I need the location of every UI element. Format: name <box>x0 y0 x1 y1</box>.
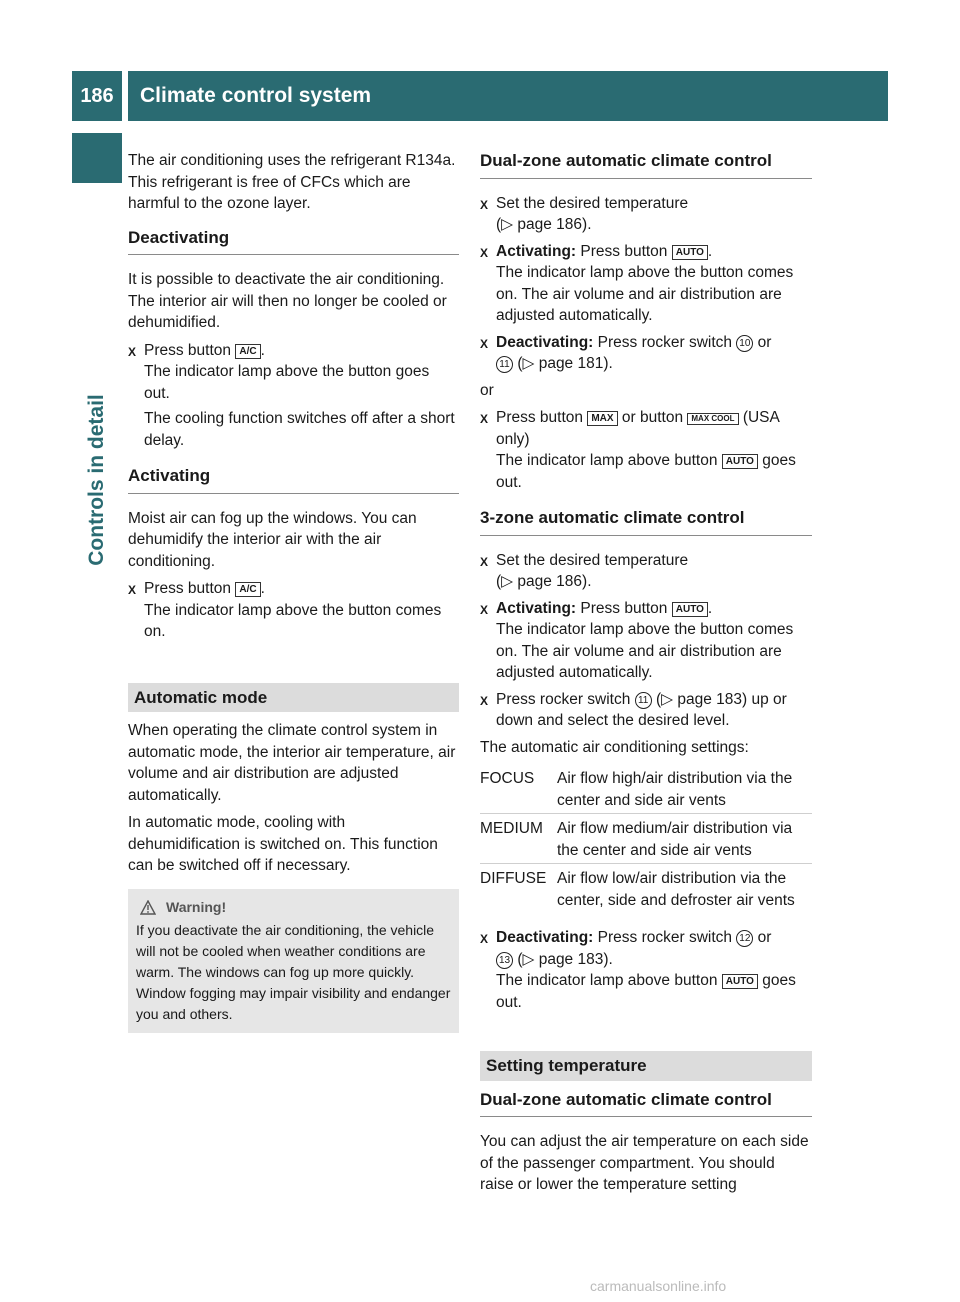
warning-title: Warning! <box>166 898 227 915</box>
step-marker-icon: X <box>480 245 489 260</box>
step-result: goes out. <box>496 452 796 491</box>
step-marker-icon: X <box>128 344 137 359</box>
max-cool-button-icon: MAX COOL <box>687 413 738 425</box>
dual-step-deactivating <box>480 332 812 375</box>
step-marker-icon: X <box>480 693 489 708</box>
step-text: . <box>707 242 713 260</box>
setting-name: FOCUS <box>480 770 535 787</box>
step-text: Press button <box>580 242 668 260</box>
ac-button-icon: A/C <box>235 344 260 359</box>
step-text: . <box>707 599 713 617</box>
step-text: or <box>757 929 772 946</box>
step-marker-icon: X <box>480 932 489 946</box>
step-result: The indicator lamp above the button comes on. The air volume and air distribution are adjusted automatically. <box>496 621 794 681</box>
dual-step-activating <box>480 241 812 327</box>
band-title: Automatic mode <box>134 687 268 707</box>
auto-button-icon: AUTO <box>722 974 758 989</box>
activating-paragraph: Moist air can fog up the windows. You can dehumidify the interior air with the air conditioning. <box>128 509 417 570</box>
table-row <box>480 764 812 814</box>
rocker-switch-13-icon: 13 <box>496 952 513 969</box>
rocker-switch-11-icon: 11 <box>496 356 513 373</box>
watermark-footer: carmanualsonline.info <box>590 1278 727 1294</box>
step-text: (USA only) <box>496 409 779 448</box>
step-text: Press rocker switch <box>597 333 733 351</box>
max-defrost-button-icon: MAX <box>587 411 617 426</box>
step-text: Press rocker switch <box>496 690 631 708</box>
warning-triangle-icon <box>140 900 156 915</box>
activating-heading: Activating <box>128 465 459 494</box>
step-text: . <box>260 341 265 359</box>
step-text: Set the desired temperature <box>496 551 689 569</box>
rocker-switch-11-icon: 11 <box>635 692 652 709</box>
step-text: or <box>757 333 772 351</box>
intro-paragraph: The air conditioning uses the refrigerant R134a. This refrigerant is free of CFCs which are harmful to the ozone layer. <box>128 152 456 212</box>
step-label: Activating: <box>496 242 577 260</box>
step-text: Press button <box>496 409 584 426</box>
step-text: . <box>260 580 265 597</box>
setting-temperature-band <box>480 1051 812 1081</box>
side-tab-label: Controls in detail <box>85 394 108 566</box>
step-result: The indicator lamp above the button comes on. The air volume and air distribution are adjusted automatically. <box>496 264 794 324</box>
step-result: The indicator lamp above button <box>496 452 718 469</box>
settings-table <box>480 764 812 913</box>
step-text: (▷ page 183) up or down and select the desired level. <box>496 690 787 729</box>
right-column <box>480 150 812 1202</box>
step-text: Press rocker switch <box>597 929 733 946</box>
step-marker-icon: X <box>480 554 489 569</box>
setting-name: MEDIUM <box>480 820 543 837</box>
warning-box <box>128 889 459 1033</box>
automatic-paragraph-1: When operating the climate control system in automatic mode, the interior air temperature, air volume and air distribution are adjusted automatically. <box>128 722 456 804</box>
step-text: Set the desired temperature <box>496 194 689 212</box>
table-row <box>480 814 812 864</box>
step-result: The cooling function switches off after a short delay. <box>144 410 455 449</box>
step-marker-icon: X <box>480 602 489 617</box>
setting-temp-dual-heading: Dual-zone automatic climate control <box>480 1089 812 1118</box>
step-result: The indicator lamp above the button goes out. <box>144 363 430 402</box>
deactivating-heading: Deactivating <box>128 227 459 256</box>
three-step-activating <box>480 598 812 684</box>
step-marker-icon: X <box>128 583 137 597</box>
ac-button-icon: A/C <box>235 582 260 597</box>
step-text: Press button <box>580 599 668 617</box>
warning-header <box>136 897 451 918</box>
step-result: goes out. <box>496 972 796 1011</box>
deactivating-step <box>128 340 459 452</box>
setting-description: Air flow high/air distribution via the center and side air vents <box>557 770 793 809</box>
three-step-deactivating <box>480 927 812 1013</box>
rocker-switch-10-icon: 10 <box>736 335 753 352</box>
auto-button-icon: AUTO <box>722 454 758 469</box>
page-reference: (▷ page 186). <box>496 216 592 233</box>
three-zone-heading: 3-zone automatic climate control <box>480 507 812 536</box>
setting-name: DIFFUSE <box>480 870 547 887</box>
page-title: Climate control system <box>128 71 888 121</box>
step-label: Deactivating: <box>496 929 594 946</box>
step-result: The indicator lamp above button <box>496 972 718 989</box>
auto-button-icon: AUTO <box>672 602 708 617</box>
auto-button-icon: AUTO <box>672 245 708 260</box>
or-text: or <box>480 381 494 399</box>
step-marker-icon: X <box>480 412 489 426</box>
step-label: Deactivating: <box>496 333 594 351</box>
dual-step-max <box>480 407 812 493</box>
activating-step <box>128 578 459 643</box>
page-reference: (▷ page 186). <box>496 573 592 590</box>
step-label: Activating: <box>496 599 577 617</box>
step-marker-icon: X <box>480 197 489 212</box>
settings-intro: The automatic air conditioning settings: <box>480 738 749 756</box>
setting-description: Air flow low/air distribution via the center, side and defroster air vents <box>557 870 795 909</box>
page-reference: (▷ page 181). <box>517 355 613 372</box>
rocker-switch-12-icon: 12 <box>736 930 753 947</box>
step-result: The indicator lamp above the button comes on. <box>144 601 442 640</box>
step-text: Press button <box>144 341 232 359</box>
deactivating-paragraph: It is possible to deactivate the air conditioning. The interior air will then no longer be cooled or dehumidified. <box>128 271 447 331</box>
step-text: or button <box>621 409 684 426</box>
setting-temp-paragraph: You can adjust the air temperature on each side of the passenger compartment. You should raise or lower the temperature setting <box>480 1133 809 1193</box>
automatic-paragraph-2: In automatic mode, cooling with dehumidification is switched on. This function can be switched off if necessary. <box>128 814 438 874</box>
automatic-mode-band <box>128 683 459 713</box>
side-tab-block <box>72 133 122 183</box>
step-text: Press button <box>144 580 232 597</box>
left-column <box>128 150 459 1033</box>
page-number: 186 <box>72 71 122 121</box>
dual-zone-heading: Dual-zone automatic climate control <box>480 150 812 179</box>
table-row <box>480 864 812 913</box>
three-step-set-temp <box>480 550 812 593</box>
three-step-rocker <box>480 689 812 732</box>
dual-step-set-temp <box>480 193 812 236</box>
warning-text: If you deactivate the air conditioning, the vehicle will not be cooled when weather conditions are warm. The windows can fog up more quickly. Window fogging may impair visibility and endanger you and others. <box>136 921 451 1022</box>
band-title: Setting temperature <box>486 1056 647 1075</box>
page-reference: (▷ page 183). <box>517 950 613 968</box>
step-marker-icon: X <box>480 336 489 351</box>
setting-description: Air flow medium/air distribution via the center and side air vents <box>557 820 793 859</box>
